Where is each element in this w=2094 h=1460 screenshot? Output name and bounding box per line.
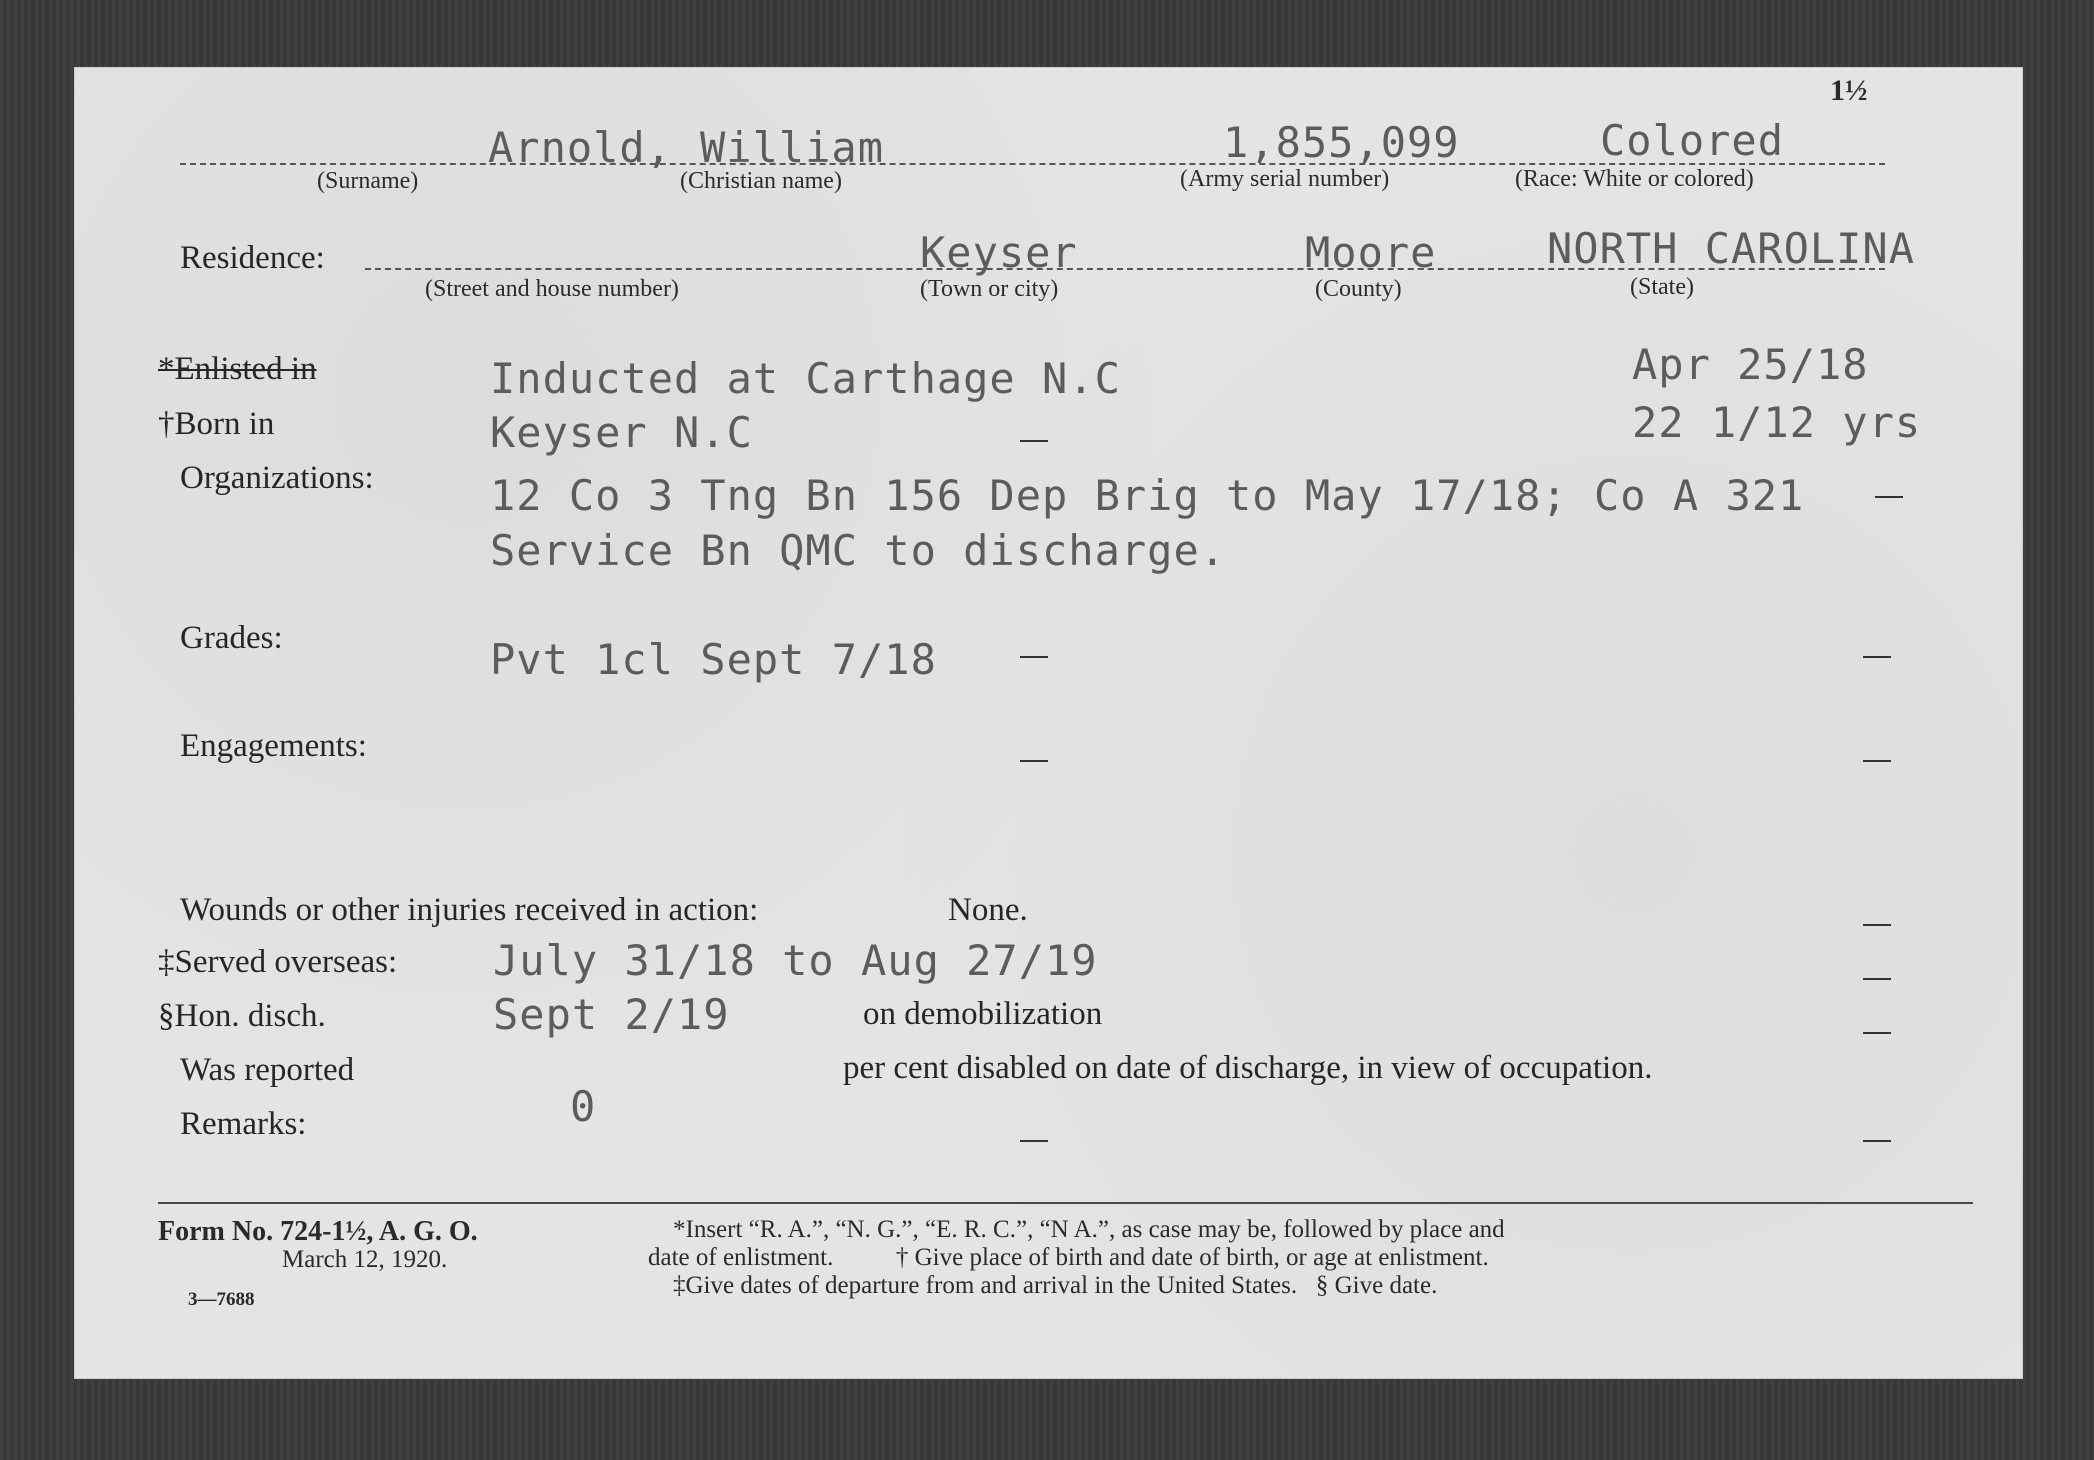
organizations-label: Organizations: (180, 460, 374, 496)
hon-disch-value: Sept 2/19 (493, 990, 730, 1039)
footer-rule (158, 1202, 1973, 1204)
born-value: Keyser N.C (490, 408, 753, 457)
footer-note-line1: *Insert “R. A.”, “N. G.”, “E. R. C.”, “N A.”, as case may be, followed by place and (673, 1216, 1505, 1243)
residence-state-value: NORTH CAROLINA (1547, 224, 1916, 273)
wounds-dash (1863, 924, 1891, 926)
born-age: 22 1/12 yrs (1632, 398, 1922, 447)
residence-label: Residence: (180, 240, 325, 276)
form-number: Form No. 724-1½, A. G. O. (158, 1216, 478, 1247)
overseas-dash (1863, 978, 1891, 980)
enlisted-date: Apr 25/18 (1632, 340, 1869, 389)
wounds-value: None. (948, 892, 1028, 928)
engagements-dash (1020, 760, 1048, 762)
remarks-label: Remarks: (180, 1106, 307, 1142)
organizations-dash (1875, 496, 1903, 498)
serial-caption: (Army serial number) (1180, 166, 1390, 192)
born-label: †Born in (158, 406, 275, 442)
corner-mark: 1½ (1830, 74, 1868, 107)
form-date: March 12, 1920. (282, 1246, 448, 1273)
enlisted-value: Inducted at Carthage N.C (490, 354, 1121, 403)
footer-note-line3: ‡Give dates of departure from and arrival in the United States. § Give date. (673, 1272, 1438, 1299)
reported-note: per cent disabled on date of discharge, in view of occupation. (843, 1050, 1653, 1086)
remarks-dash-right (1863, 1140, 1891, 1142)
footer-note-line2: date of enlistment. † Give place of birth and date of birth, or age at enlistment. (648, 1244, 1489, 1271)
hon-disch-dash (1863, 1032, 1891, 1034)
enlisted-label: *Enlisted in (158, 351, 317, 387)
overseas-label: ‡Served overseas: (158, 944, 398, 980)
reported-label: Was reported (180, 1052, 355, 1088)
christian-name-caption: (Christian name) (680, 168, 842, 194)
residence-line (365, 268, 1885, 270)
grades-value: Pvt 1cl Sept 7/18 (490, 635, 937, 684)
county-caption: (County) (1315, 276, 1402, 302)
name-line (180, 163, 1885, 165)
residence-county-value: Moore (1305, 228, 1437, 277)
reported-value: 0 (570, 1082, 597, 1131)
street-caption: (Street and house number) (425, 276, 679, 302)
born-dash (1020, 440, 1048, 442)
service-record-card (75, 68, 2022, 1378)
organizations-line1: 12 Co 3 Tng Bn 156 Dep Brig to May 17/18; Co A 321 (490, 471, 1805, 520)
grades-label: Grades: (180, 620, 283, 656)
hon-disch-note: on demobilization (863, 996, 1103, 1032)
organizations-line2: Service Bn QMC to discharge. (490, 526, 1227, 575)
residence-town-value: Keyser (920, 228, 1078, 277)
race-caption: (Race: White or colored) (1515, 166, 1754, 192)
remarks-dash (1020, 1140, 1048, 1142)
hon-disch-label: §Hon. disch. (158, 998, 326, 1034)
town-caption: (Town or city) (920, 276, 1059, 302)
serial-number-value: 1,855,099 (1223, 118, 1460, 167)
race-value: Colored (1600, 116, 1785, 165)
surname-value: Arnold, (488, 123, 673, 172)
christian-name-value: William (700, 123, 885, 172)
form-print-number: 3—7688 (188, 1289, 255, 1310)
wounds-label: Wounds or other injuries received in action: (180, 892, 759, 928)
grades-dash (1020, 656, 1048, 658)
engagements-dash-right (1863, 760, 1891, 762)
overseas-value: July 31/18 to Aug 27/19 (493, 936, 1098, 985)
surname-caption: (Surname) (317, 168, 419, 194)
engagements-label: Engagements: (180, 728, 367, 764)
grades-dash-right (1863, 656, 1891, 658)
state-caption: (State) (1630, 274, 1694, 300)
